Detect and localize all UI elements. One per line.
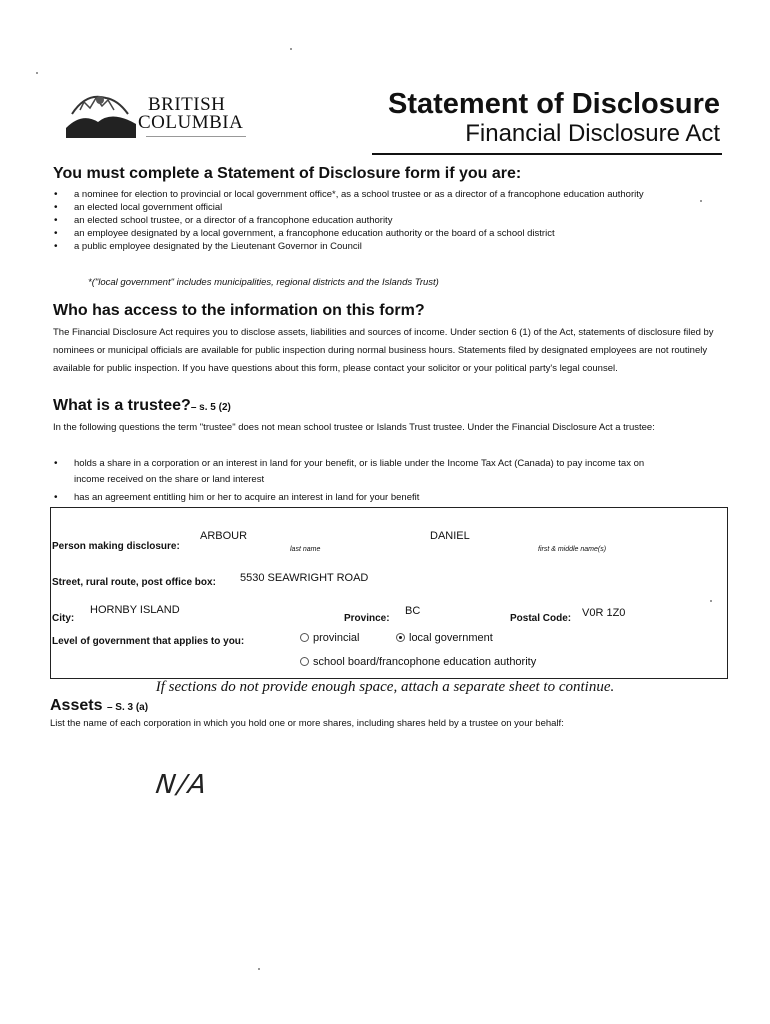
postal-code-value[interactable]: V0R 1Z0 [582, 607, 626, 619]
logo-text-british: BRITISH [148, 94, 226, 115]
scan-speck [36, 72, 38, 74]
assets-instruction: List the name of each corporation in which you hold one or more shares, including shares held by a trustee on your behalf: [50, 718, 564, 729]
title-divider [372, 153, 722, 155]
first-name-hint: first & middle name(s) [538, 546, 607, 553]
must-complete-heading: You must complete a Statement of Disclosure form if you are: [53, 165, 522, 182]
access-heading: Who has access to the information on this form? [53, 302, 425, 319]
list-item: • a public employee designated by the Lieutenant Governor in Council [52, 241, 702, 253]
option-local-government[interactable] [396, 632, 493, 644]
radio-provincial[interactable] [300, 633, 309, 642]
province-label: Province: [344, 613, 390, 624]
city-value[interactable]: HORNBY ISLAND [90, 604, 180, 616]
trustee-intro: In the following questions the term "trustee" does not mean school trustee or Islands Trust trustee. Under the Financial Disclosure Act a trustee: [53, 422, 655, 433]
list-item: • has an agreement entitling him or her to acquire an interest in land for your benefit [52, 490, 652, 506]
list-item: • holds a share in a corporation or an interest in land for your benefit, or is liable under the Income Tax Act (Canada) to pay income tax on income received on the share or land interest [52, 456, 652, 488]
trustee-heading-text: What is a trustee? [53, 397, 191, 414]
last-name-hint: last name [290, 546, 321, 553]
radio-school-board[interactable] [300, 657, 309, 666]
assets-section-ref: – S. 3 (a) [106, 702, 149, 713]
trustee-section-ref: – s. 5 (2) [190, 402, 231, 413]
first-name-value[interactable]: DANIEL [430, 530, 470, 542]
scan-speck [710, 600, 712, 602]
option-label: school board/francophone education authority [313, 656, 537, 668]
list-item: • an elected school trustee, or a director of a francophone education authority [52, 215, 702, 227]
assets-answer[interactable]: N/A [153, 770, 211, 800]
page-title: Statement of Disclosure [388, 88, 720, 120]
option-provincial[interactable] [300, 632, 359, 644]
list-item: • a nominee for election to provincial or local government office*, as a school trustee or as a director of a francophone education authority [52, 189, 702, 201]
continue-note: If sections do not provide enough space, attach a separate sheet to continue. [155, 679, 615, 695]
trustee-list [52, 456, 652, 507]
scan-speck [258, 968, 260, 970]
bc-logo [62, 86, 262, 146]
page-subtitle: Financial Disclosure Act [465, 120, 720, 147]
logo-text-columbia: COLUMBIA [138, 112, 244, 133]
discloser-info-box [50, 507, 728, 679]
street-label: Street, rural route, post office box: [52, 577, 216, 588]
assets-heading [50, 697, 148, 715]
scan-speck [290, 48, 292, 50]
street-value[interactable]: 5530 SEAWRIGHT ROAD [240, 572, 369, 584]
option-label: provincial [313, 632, 360, 644]
radio-local-government[interactable] [396, 633, 405, 642]
level-label: Level of government that applies to you: [52, 636, 245, 647]
logo-underline [146, 136, 246, 137]
trustee-heading [53, 397, 231, 415]
person-label: Person making disclosure: [52, 541, 180, 552]
option-label: local government [409, 632, 493, 644]
province-value[interactable]: BC [405, 605, 421, 617]
scan-speck [700, 200, 702, 202]
list-item: • an elected local government official [52, 202, 702, 214]
local-government-footnote: *("local government" includes municipalities, regional districts and the Islands Trust) [88, 277, 439, 288]
assets-heading-text: Assets [50, 697, 103, 714]
access-body: The Financial Disclosure Act requires you to disclose assets, liabilities and sources of income. Under section 6 (1) of the Act, statements of disclosure filed by nominees or municipal officials are available for public inspection during normal business hours. Statements filed by designated employees are not routinely available for public inspection. If you have questions about this form, please contact your solicitor or your political party's legal counsel. [53, 327, 714, 374]
list-item: • an employee designated by a local government, a francophone education authority or the board of a school district [52, 228, 702, 240]
last-name-value[interactable]: ARBOUR [200, 530, 248, 542]
city-label: City: [52, 613, 75, 624]
option-school-board[interactable] [300, 656, 536, 668]
must-complete-list [52, 189, 702, 254]
bc-crest-icon [62, 88, 140, 140]
postal-code-label: Postal Code: [510, 613, 572, 624]
